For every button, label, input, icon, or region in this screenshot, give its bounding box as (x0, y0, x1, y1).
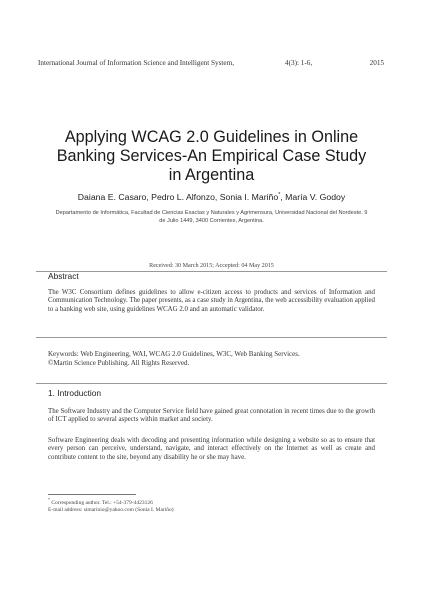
copyright-line: ©Martin Science Publishing. All Rights Reserved. (48, 358, 190, 367)
divider-keywords-bottom (36, 383, 387, 384)
journal-name: International Journal of Information Science and Intelligent System, (38, 59, 235, 67)
divider-abstract-bottom (36, 337, 387, 338)
introduction-paragraph-2: Software Engineering deals with decoding and presenting information while designing a website so as to ensure that every person can perceive, understand, navigate, and interact effectively on the Internet as well as create and contribute content to the site, beyond any disability he or she may have. (48, 437, 375, 461)
abstract-heading: Abstract (48, 271, 79, 281)
corresponding-author-footnote (48, 496, 375, 507)
author-list (46, 192, 377, 202)
footnote-divider (48, 494, 136, 495)
author-names: Daiana E. Casaro, Pedro L. Alfonzo, Sonia I. Mariño (77, 192, 279, 202)
keywords-label: Keywords: (48, 350, 79, 358)
introduction-paragraph-1: The Software Industry and the Computer Service field have gained great connotation in recent times due to the growth of ICT applied to several aspects within market and society. (48, 408, 375, 424)
paper-title: Applying WCAG 2.0 Guidelines in Online Banking Services-An Empirical Case Study in Argentina (56, 128, 367, 184)
journal-volume: 4(3): 1-6, (285, 59, 313, 67)
footnotes (48, 496, 375, 514)
keywords-line (48, 350, 375, 359)
email-footnote: E-mail address: simarinio@yahoo.com (Sonia I. Mariño) (48, 507, 174, 514)
author-affiliation: Departamento de Informática, Facultad de Ciencias Exactas y Naturales y Agrimensura, Universidad Nacional del Nordeste. 9 de Julio 1449, 3400 Corrientes, Argentina. (55, 210, 368, 224)
introduction-heading: 1. Introduction (48, 388, 102, 398)
author-names-tail: , María V. Godoy (280, 192, 346, 202)
received-accepted-dates: Received: 30 March 2015; Accepted: 04 May 2015 (149, 263, 274, 269)
corresponding-author-text: Corresponding author. Tel.: +54-379-4423126 (50, 499, 153, 506)
corresponding-author-mark: * (278, 192, 281, 199)
footnote-mark: * (48, 497, 50, 502)
journal-year: 2015 (369, 59, 384, 67)
keywords-block (48, 350, 375, 367)
divider-abstract-top (36, 271, 387, 272)
journal-header (38, 59, 384, 71)
keywords-text: Web Engineering, WAI, WCAG 2.0 Guidelines, W3C, Web Banking Services. (78, 350, 300, 358)
abstract-text: The W3C Consortium defines guidelines to allow e-citizen access to products and services of Information and Communication Technology. The paper presents, as a case study in Argentina, the web accessibility evaluation applied to a banking web site, using guidelines WCAG 2.0 and an automatic validator. (48, 289, 375, 313)
